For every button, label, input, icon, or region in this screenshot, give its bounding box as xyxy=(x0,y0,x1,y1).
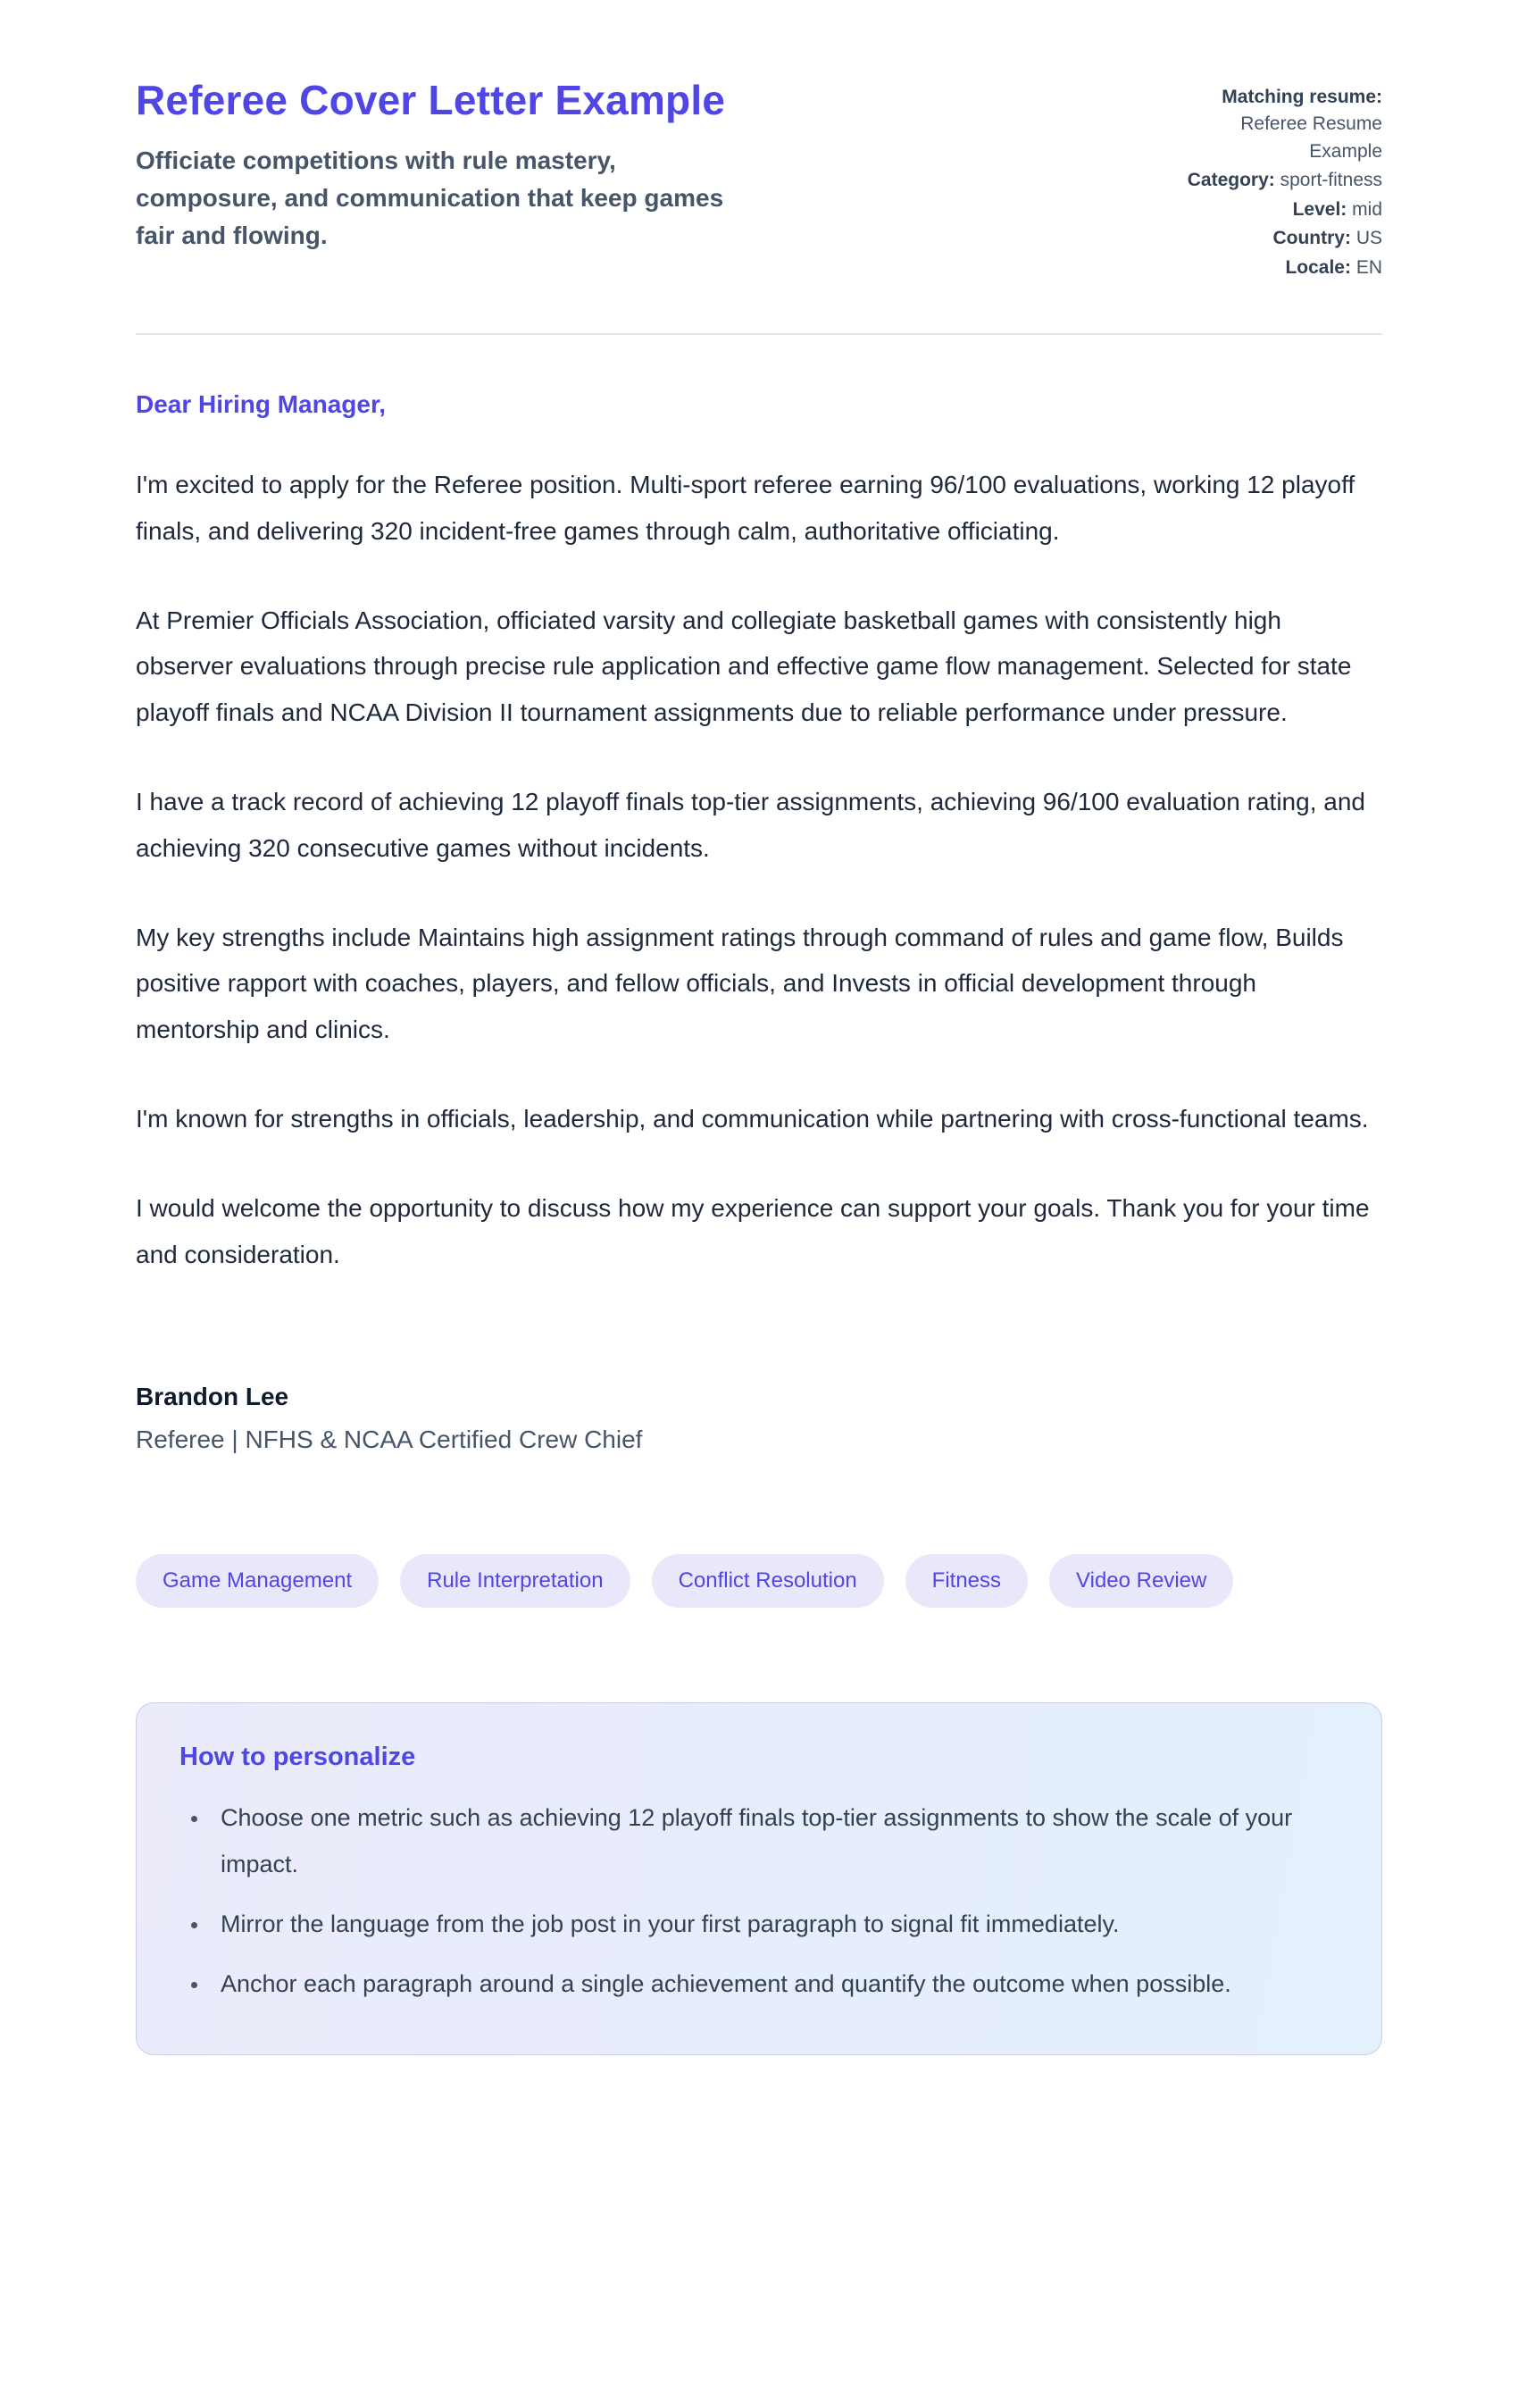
letter-paragraph-4: My key strengths include Maintains high assignment ratings through command of rules and game flow, Builds positive rapport with coaches, players, and fellow officials, and Invests in official development through mentorship and clinics. xyxy=(136,923,1344,1044)
meta-matching-resume-value: Referee Resume Example xyxy=(1240,113,1382,162)
personalize-tip-box xyxy=(136,1702,1382,2054)
meta-locale-label: Locale: xyxy=(1285,256,1351,278)
tag-conflict-resolution[interactable]: Conflict Resolution xyxy=(652,1554,884,1608)
tag-game-management[interactable]: Game Management xyxy=(136,1554,379,1608)
personalize-bullet-3: • Anchor each paragraph around a single achievement and quantify the outcome when possible. xyxy=(210,1961,1308,2007)
tag-rule-interpretation[interactable]: Rule Interpretation xyxy=(400,1554,630,1608)
meta-category-value: sport-fitness xyxy=(1280,170,1382,191)
signature-name: Brandon Lee xyxy=(136,1383,289,1411)
tag-fitness[interactable]: Fitness xyxy=(905,1554,1028,1608)
page-subtitle: Officiate competitions with rule mastery, composure, and communication that keep games fair and flowing. xyxy=(136,146,724,249)
meta-matching-resume xyxy=(1175,84,1382,165)
meta-category xyxy=(1175,167,1382,194)
signature-role: Referee | NFHS & NCAA Certified Crew Chief xyxy=(136,1426,643,1454)
tag-video-review[interactable]: Video Review xyxy=(1049,1554,1233,1608)
meta-country-label: Country: xyxy=(1272,228,1351,249)
letter-paragraph-6: I would welcome the opportunity to discuss how my experience can support your goals. Thank you for your time and consideration. xyxy=(136,1193,1370,1268)
meta-locale xyxy=(1175,255,1382,281)
personalize-bullet-list xyxy=(179,1795,1339,2007)
meta-level xyxy=(1175,196,1382,223)
letter-paragraph-2: At Premier Officials Association, officiated varsity and collegiate basketball games with consistently high observer evaluations through precise rule application and effective game flow management. Selected for state playoff finals and NCAA Division II tournament assignments due to reliable performance under pressure. xyxy=(136,606,1352,727)
signature-block xyxy=(136,1383,1382,1454)
letter-paragraph-5: I'm known for strengths in officials, leadership, and communication while partnering with cross-functional teams. xyxy=(136,1105,1369,1133)
meta-category-label: Category: xyxy=(1187,170,1275,191)
page-title: Referee Cover Letter Example xyxy=(136,77,726,123)
page-header xyxy=(136,0,1382,283)
meta-country-value: US xyxy=(1355,228,1382,249)
letter-greeting: Dear Hiring Manager, xyxy=(136,390,387,419)
header-title-block xyxy=(136,77,730,255)
meta-level-value: mid xyxy=(1352,198,1382,220)
header-divider xyxy=(136,333,1382,335)
letter-paragraph-1: I'm excited to apply for the Referee position. Multi-sport referee earning 96/100 evaluations, working 12 playoff finals, and delivering 320 incident-free games through calm, authoritative officiating. xyxy=(136,471,1355,545)
meta-matching-resume-label: Matching resume: xyxy=(1222,87,1382,107)
meta-country xyxy=(1175,225,1382,252)
meta-locale-value: EN xyxy=(1355,256,1382,278)
skill-tags-row xyxy=(136,1554,1382,1608)
personalize-bullet-2: • Mirror the language from the job post in your first paragraph to signal fit immediately. xyxy=(210,1902,1308,1947)
personalize-bullet-1: • Choose one metric such as achieving 12 playoff finals top-tier assignments to show the scale of your impact. xyxy=(210,1795,1308,1887)
letter-body xyxy=(136,390,1382,1454)
letter-paragraph-3: I have a track record of achieving 12 playoff finals top-tier assignments, achieving 96/100 evaluation rating, and achieving 320 consecutive games without incidents. xyxy=(136,788,1365,862)
meta-panel xyxy=(1175,84,1382,283)
meta-level-label: Level: xyxy=(1292,198,1347,220)
personalize-heading: How to personalize xyxy=(179,1743,416,1772)
